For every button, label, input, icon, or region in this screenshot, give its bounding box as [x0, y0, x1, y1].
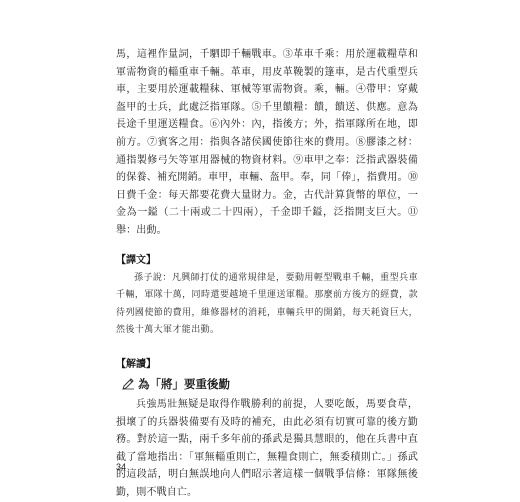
translation-label: 【譯文】: [116, 255, 156, 266]
page-number: 34: [116, 462, 127, 472]
analysis-label: 【解讀】: [116, 359, 156, 370]
analysis-section: [116, 396, 418, 502]
translation-paragraph: 孫子說：凡興師打仗的通常規律是，要動用輕型戰車千輛，重型兵車千輛，軍隊十萬，同時還要越境千里運送軍糧。那麼前方後方的經費，款待列國使節的費用，維修器材的消耗，車輛兵甲的開銷，每天耗資巨大，然後十萬大軍才能出動。: [116, 273, 418, 336]
section-heading: [122, 376, 230, 392]
translation-section: [116, 270, 418, 340]
notes-paragraph: 馬，這裡作量詞，千駟即千輛戰車。③革車千乘：用於運載糧草和軍需物資的輜重車千輛。革車，用皮革鞔製的篷車，是古代重型兵車，主要用於運載糧秣、軍械等軍需物資。乘，輛。④帶甲：穿戴盔甲的士兵，此處泛指軍隊。⑤千里饋糧：饋，饋送、供應。意為長途千里運送糧食。⑥內外：內，指後方；外，指軍隊所在地，即前方。⑦賓客之用：指與各諸侯國使節往來的費用。⑧膠漆之材：通指製修弓矢等軍用器械的物資材料。⑨車甲之奉：泛指武器裝備的保養、補充開銷。車甲，車輛、盔甲。奉，同「俸」，指費用。⑩日費千金：每天都要花費大量財力。金，古代計算貨幣的單位，一金為一鎰（二十兩或二十四兩），千金即千鎰，泛指開支巨大。⑪舉：出動。: [116, 49, 418, 236]
analysis-paragraph: 兵強馬壯無疑是取得作戰勝利的前提，人要吃飯，馬要食草，損壞了的兵器裝備要有及時的補充，由此必須有切實可靠的後方勤務。對於這一點，兩千多年前的孫武是獨具慧眼的，他在兵書中直截了當地指出：「軍無輜重則亡，無糧食則亡，無委積則亡。」孫武的這段話，明白無誤地向人們昭示著這樣一個戰爭信條：軍隊無後勤，則不戰自亡。: [116, 399, 418, 498]
section-heading-text: 為「將」要重後勤: [138, 377, 230, 391]
notes-section: [116, 46, 418, 240]
pen-icon: [122, 378, 135, 390]
